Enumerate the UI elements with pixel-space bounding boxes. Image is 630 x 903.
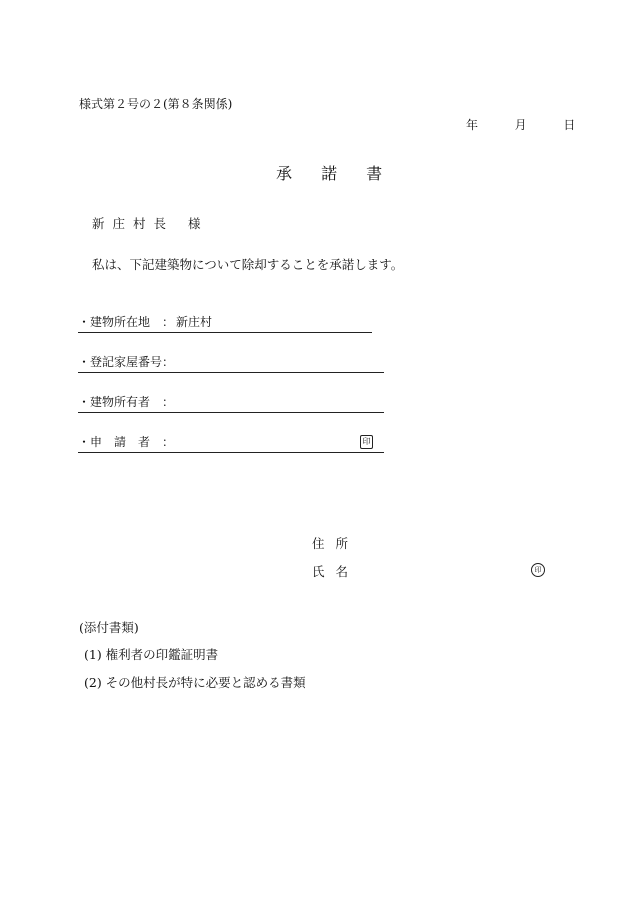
addressee <box>92 218 201 231</box>
form-number: 様式第２号の２(第８条関係) <box>79 97 233 111</box>
signature-seal-mark: 印 <box>531 563 545 577</box>
date-year-label: 年 <box>466 118 479 132</box>
document-title: 承 諾 書 <box>276 164 395 183</box>
field-building-owner <box>78 396 384 413</box>
field-label: ・申 請 者 ： <box>78 435 175 449</box>
signature-name-label: 氏名 <box>312 564 360 579</box>
field-building-location <box>78 316 372 333</box>
date-line <box>466 119 575 131</box>
field-label: ・登記家屋番号： <box>78 355 175 369</box>
date-day-label: 日 <box>563 118 576 132</box>
field-registered-house-number <box>78 356 384 373</box>
attachment-item: (1) 権利者の印鑑証明書 <box>84 647 219 662</box>
consent-statement: 私は、下記建築物について除却することを承諾します。 <box>92 257 404 272</box>
date-month-label: 月 <box>514 118 527 132</box>
attachment-item: (2) その他村長が特に必要と認める書類 <box>84 675 306 690</box>
addressee-name: 新庄村長 <box>92 216 175 231</box>
signature-address-label: 住所 <box>312 536 360 551</box>
field-label: ・建物所在地 ： <box>78 315 175 329</box>
field-value: 新庄村 <box>176 315 213 329</box>
field-applicant <box>78 436 384 453</box>
field-label: ・建物所有者 ： <box>78 395 175 409</box>
attachments-heading: (添付書類) <box>79 620 139 635</box>
addressee-honorific: 様 <box>188 216 201 231</box>
applicant-seal-mark: 印 <box>360 435 373 449</box>
